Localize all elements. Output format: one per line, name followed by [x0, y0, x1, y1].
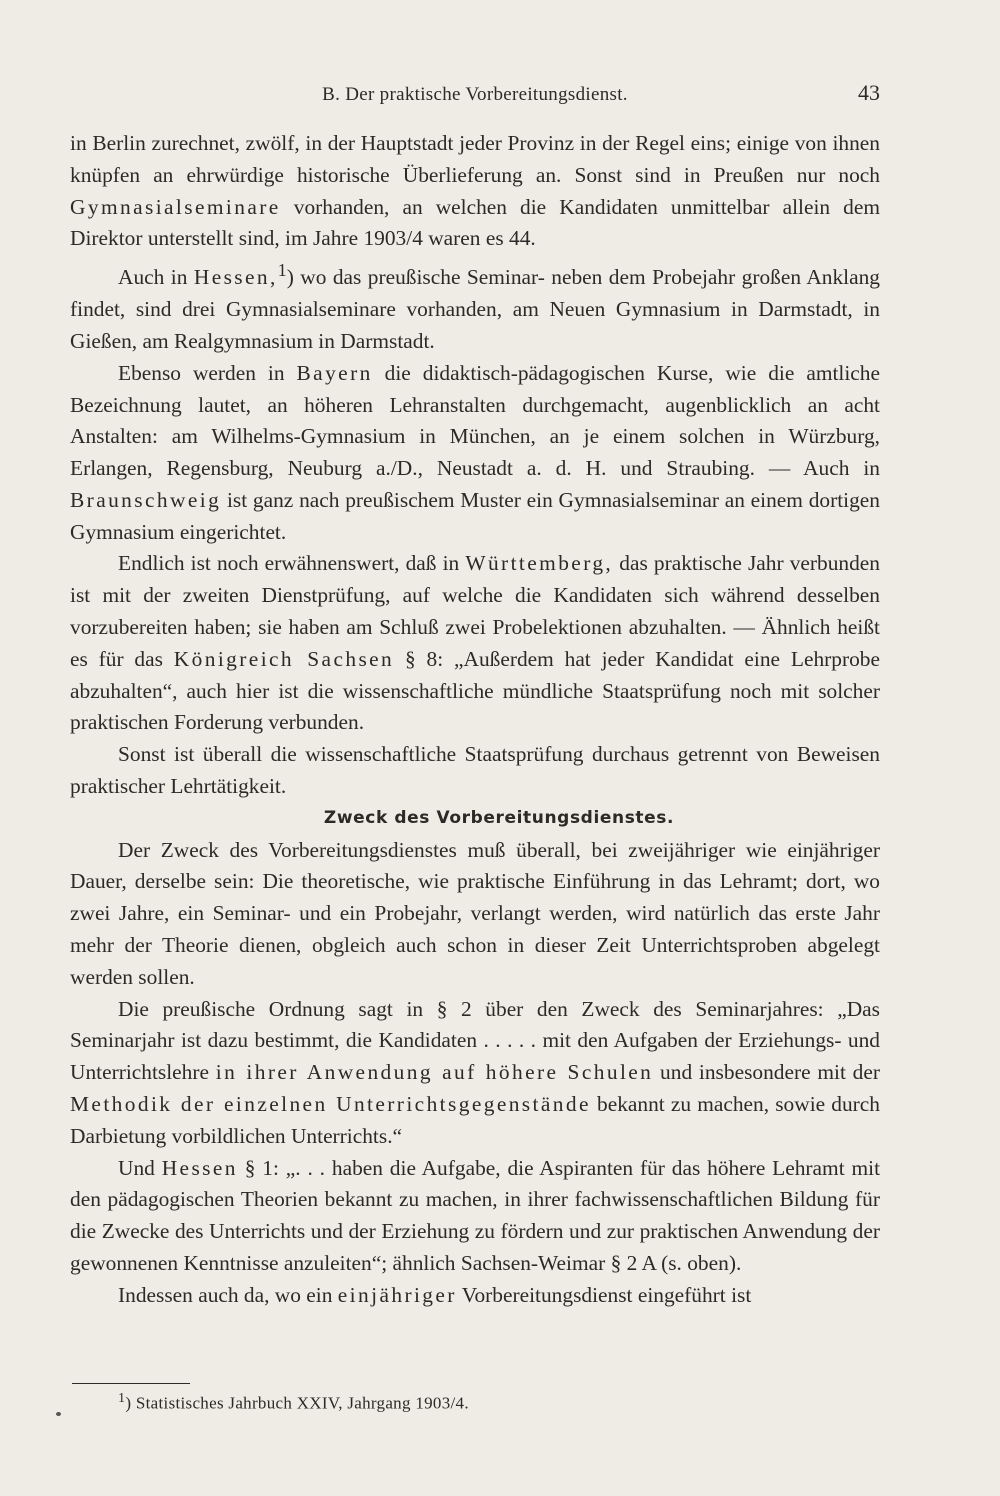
p1-text: in Berlin zurechnet, zwölf, in der Hauptstadt jeder Provinz in der Regel eins; einige von ihnen knüpfen an ehrwürdige historische Überlieferung an. Sonst sind in Preußen nur noch [70, 131, 880, 187]
p1-emphasis: Gymnasialseminare [70, 194, 281, 219]
paragraph-5: Sonst ist überall die wissenschaftliche Staatsprüfung durchaus getrennt von Beweisen praktischer Lehrtätigkeit. [70, 742, 880, 799]
p9-end: Vorbereitungsdienst eingeführt ist [456, 1282, 752, 1307]
paragraph-3 [70, 358, 880, 549]
footnote-reference: 1 [277, 260, 287, 281]
p2-start: Auch in [118, 265, 194, 290]
p3-mid: die didaktisch-pädagogischen Kurse, wie die amtliche Bezeichnung lautet, an höheren Lehranstalten durchgemacht, augenblicklich an acht Anstalten: am Wilhelms-Gymnasium in München, an je einem solchen in Würzburg, Erlangen, Regensburg, Neuburg a./D., Neustadt a. d. H. und Straubing. — Auch in [70, 360, 880, 481]
p2-end: ) wo das preußische Seminar- neben dem Probejahr großen Anklang findet, sind drei Gymnasialseminare vorhanden, am Neuen Gymnasium in Darmstadt, in Gießen, am Realgymnasium in Darmstadt. [70, 265, 880, 353]
p7-end: bekannt zu machen, sowie durch Darbietung vorbildlichen Unterrichts.“ [70, 1092, 881, 1148]
p9-start: Indessen auch da, wo ein [118, 1282, 338, 1307]
p3-end: ist ganz nach preußischem Muster ein Gymnasialseminar an einem dortigen Gymnasium eingerichtet. [70, 487, 880, 544]
p1-end: vorhanden, an welchen die Kandidaten unmittelbar allein dem Direktor unterstellt sind, im Jahre 1903/4 waren es 44. [70, 194, 880, 251]
p4-end: § 8: „Außerdem hat jeder Kandidat eine Lehrprobe abzuhalten“, auch hier ist die wissenschaftliche mündliche Staatsprüfung noch mit solcher praktischen Forderung verbunden. [70, 646, 880, 735]
paragraph-6: Der Zweck des Vorbereitungsdienstes muß überall, bei zweijähriger wie einjähriger Dauer, derselbe sein: Die theoretische, wie praktische Einführung in das Lehramt; dort, wo zwei Jahre, ein Seminar- und ein Probejahr, verlangt werden, wird natürlich das erste Jahr mehr der Theorie dienen, obgleich auch schon in dieser Zeit Unterrichtsproben abgelegt werden sollen. [70, 837, 880, 989]
paragraph-8 [70, 1153, 880, 1280]
paragraph-4 [70, 548, 880, 739]
page-header [70, 80, 880, 110]
p7-mid: und insbesondere mit der [653, 1060, 880, 1085]
section-heading: Zweck des Vorbereitungsdienstes. [323, 807, 675, 828]
p9-emphasis: einjähriger [337, 1282, 457, 1307]
paragraph-9 [70, 1280, 880, 1312]
p7-emphasis-2: Methodik der einzelnen Unterrichtsgegenstände [70, 1092, 591, 1117]
running-title: B. Der praktische Vorbereitungsdienst. [322, 84, 628, 105]
p4-emphasis: Württemberg, [465, 551, 614, 576]
p2-emphasis: Hessen, [193, 265, 278, 290]
p4-emphasis-2: Königreich Sachsen [173, 646, 395, 671]
p7-start: Die preußische Ordnung sagt in § 2 über den Zweck des Seminarjahres: „Das Seminarjahr ist dazu bestimmt, die Kandidaten . . . . . mit den Aufgaben der Erziehungs- und Unterrichtslehre [70, 996, 880, 1085]
footnote [118, 1390, 469, 1414]
ink-speck [56, 1412, 61, 1416]
page-number: 43 [858, 80, 880, 105]
footnote-marker: 1 [118, 1390, 126, 1406]
paragraph-7 [70, 994, 880, 1153]
body-text [70, 128, 880, 1312]
p7-emphasis: in ihrer Anwendung auf höhere Schulen [215, 1060, 654, 1085]
p3-start: Ebenso werden in [118, 360, 297, 385]
p8-end: § 1: „. . . haben die Aufgabe, die Aspiranten für das höhere Lehramt mit den pädagogischen Theorien bekannt zu machen, in ihrer fachwissenschaftlichen Bildung für die Zwecke des Unterrichts und der Erziehung zu fördern und zur praktischen Anwendung der gewonnenen Kenntnisse anzuleiten“; ähnlich Sachsen-Weimar § 2 A (s. oben). [70, 1155, 881, 1276]
p3-emphasis-2: Braunschweig [70, 487, 222, 512]
paragraph-2 [70, 255, 880, 358]
p8-start: Und [118, 1155, 162, 1180]
p3-emphasis: Bayern [296, 360, 373, 385]
footnote-text: ) Statistisches Jahrbuch XXIV, Jahrgang 1903/4. [125, 1393, 469, 1413]
p8-emphasis: Hessen [161, 1155, 238, 1180]
paragraph-1 [70, 128, 880, 255]
footnote-rule [72, 1383, 190, 1384]
p4-mid: das praktische Jahr verbunden ist mit der zweiten Dienstprüfung, auf welche die Kandidaten sich während desselben vorzubereiten haben; sie haben am Schluß zwei Probelektionen abzuhalten. — Ähnlich heißt es für das [70, 551, 880, 671]
p4-start: Endlich ist noch erwähnenswert, daß in [118, 551, 466, 576]
